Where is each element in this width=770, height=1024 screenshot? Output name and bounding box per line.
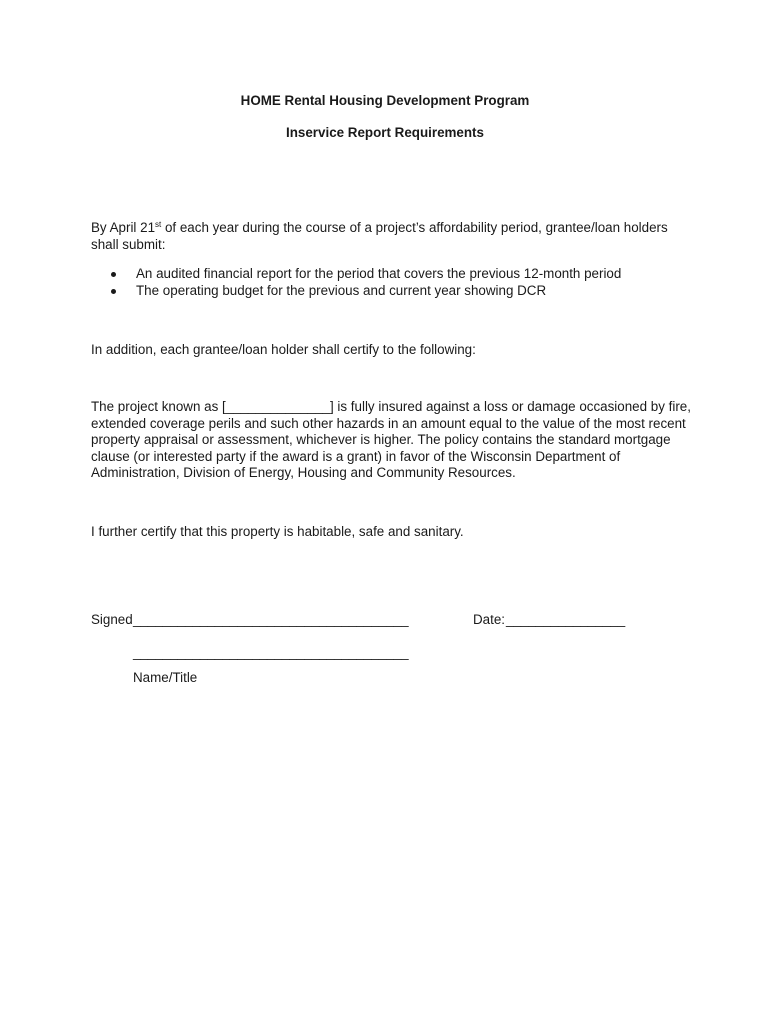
document-title: HOME Rental Housing Development Program [240, 93, 530, 108]
further-certification-paragraph: I further certify that this property is habitable, safe and sanitary. [91, 524, 464, 539]
signature-line[interactable]: _____________________________________ [133, 612, 409, 627]
name-title-label: Name/Title [133, 670, 198, 685]
date-label: Date: [473, 612, 506, 627]
signed-label: Signed [91, 612, 133, 627]
intro-paragraph [91, 220, 691, 253]
intro-text-start: By April 21 [91, 220, 156, 235]
list-item-text: The operating budget for the previous and current year showing DCR [136, 283, 547, 298]
intro-ordinal-suffix: st [155, 220, 162, 229]
intro-text-end: of each year during the course of a project’s affordability period, grantee/loan holders shall submit: [91, 220, 668, 252]
list-item [91, 266, 691, 283]
addition-paragraph: In addition, each grantee/loan holder shall certify to the following: [91, 342, 476, 357]
bullet-icon [111, 272, 116, 277]
bullet-icon [111, 289, 116, 294]
list-item [91, 283, 691, 300]
document-subtitle: Inservice Report Requirements [286, 125, 484, 140]
certification-paragraph: The project known as [______________] is fully insured against a loss or damage occasioned by fire, extended coverage perils and such other hazards in an amount equal to the value of the most recent property appraisal or assessment, whichever is higher. The policy contains the standard mortgage clause (or interested party if the award is a grant) in favor of the Wisconsin Department of Administration, Division of Energy, Housing and Community Resources. [91, 399, 691, 480]
date-line[interactable]: ________________ [506, 612, 626, 627]
name-title-line[interactable]: _____________________________________ [133, 645, 409, 660]
submission-list [91, 266, 691, 300]
list-item-text: An audited financial report for the period that covers the previous 12-month period [136, 266, 622, 281]
